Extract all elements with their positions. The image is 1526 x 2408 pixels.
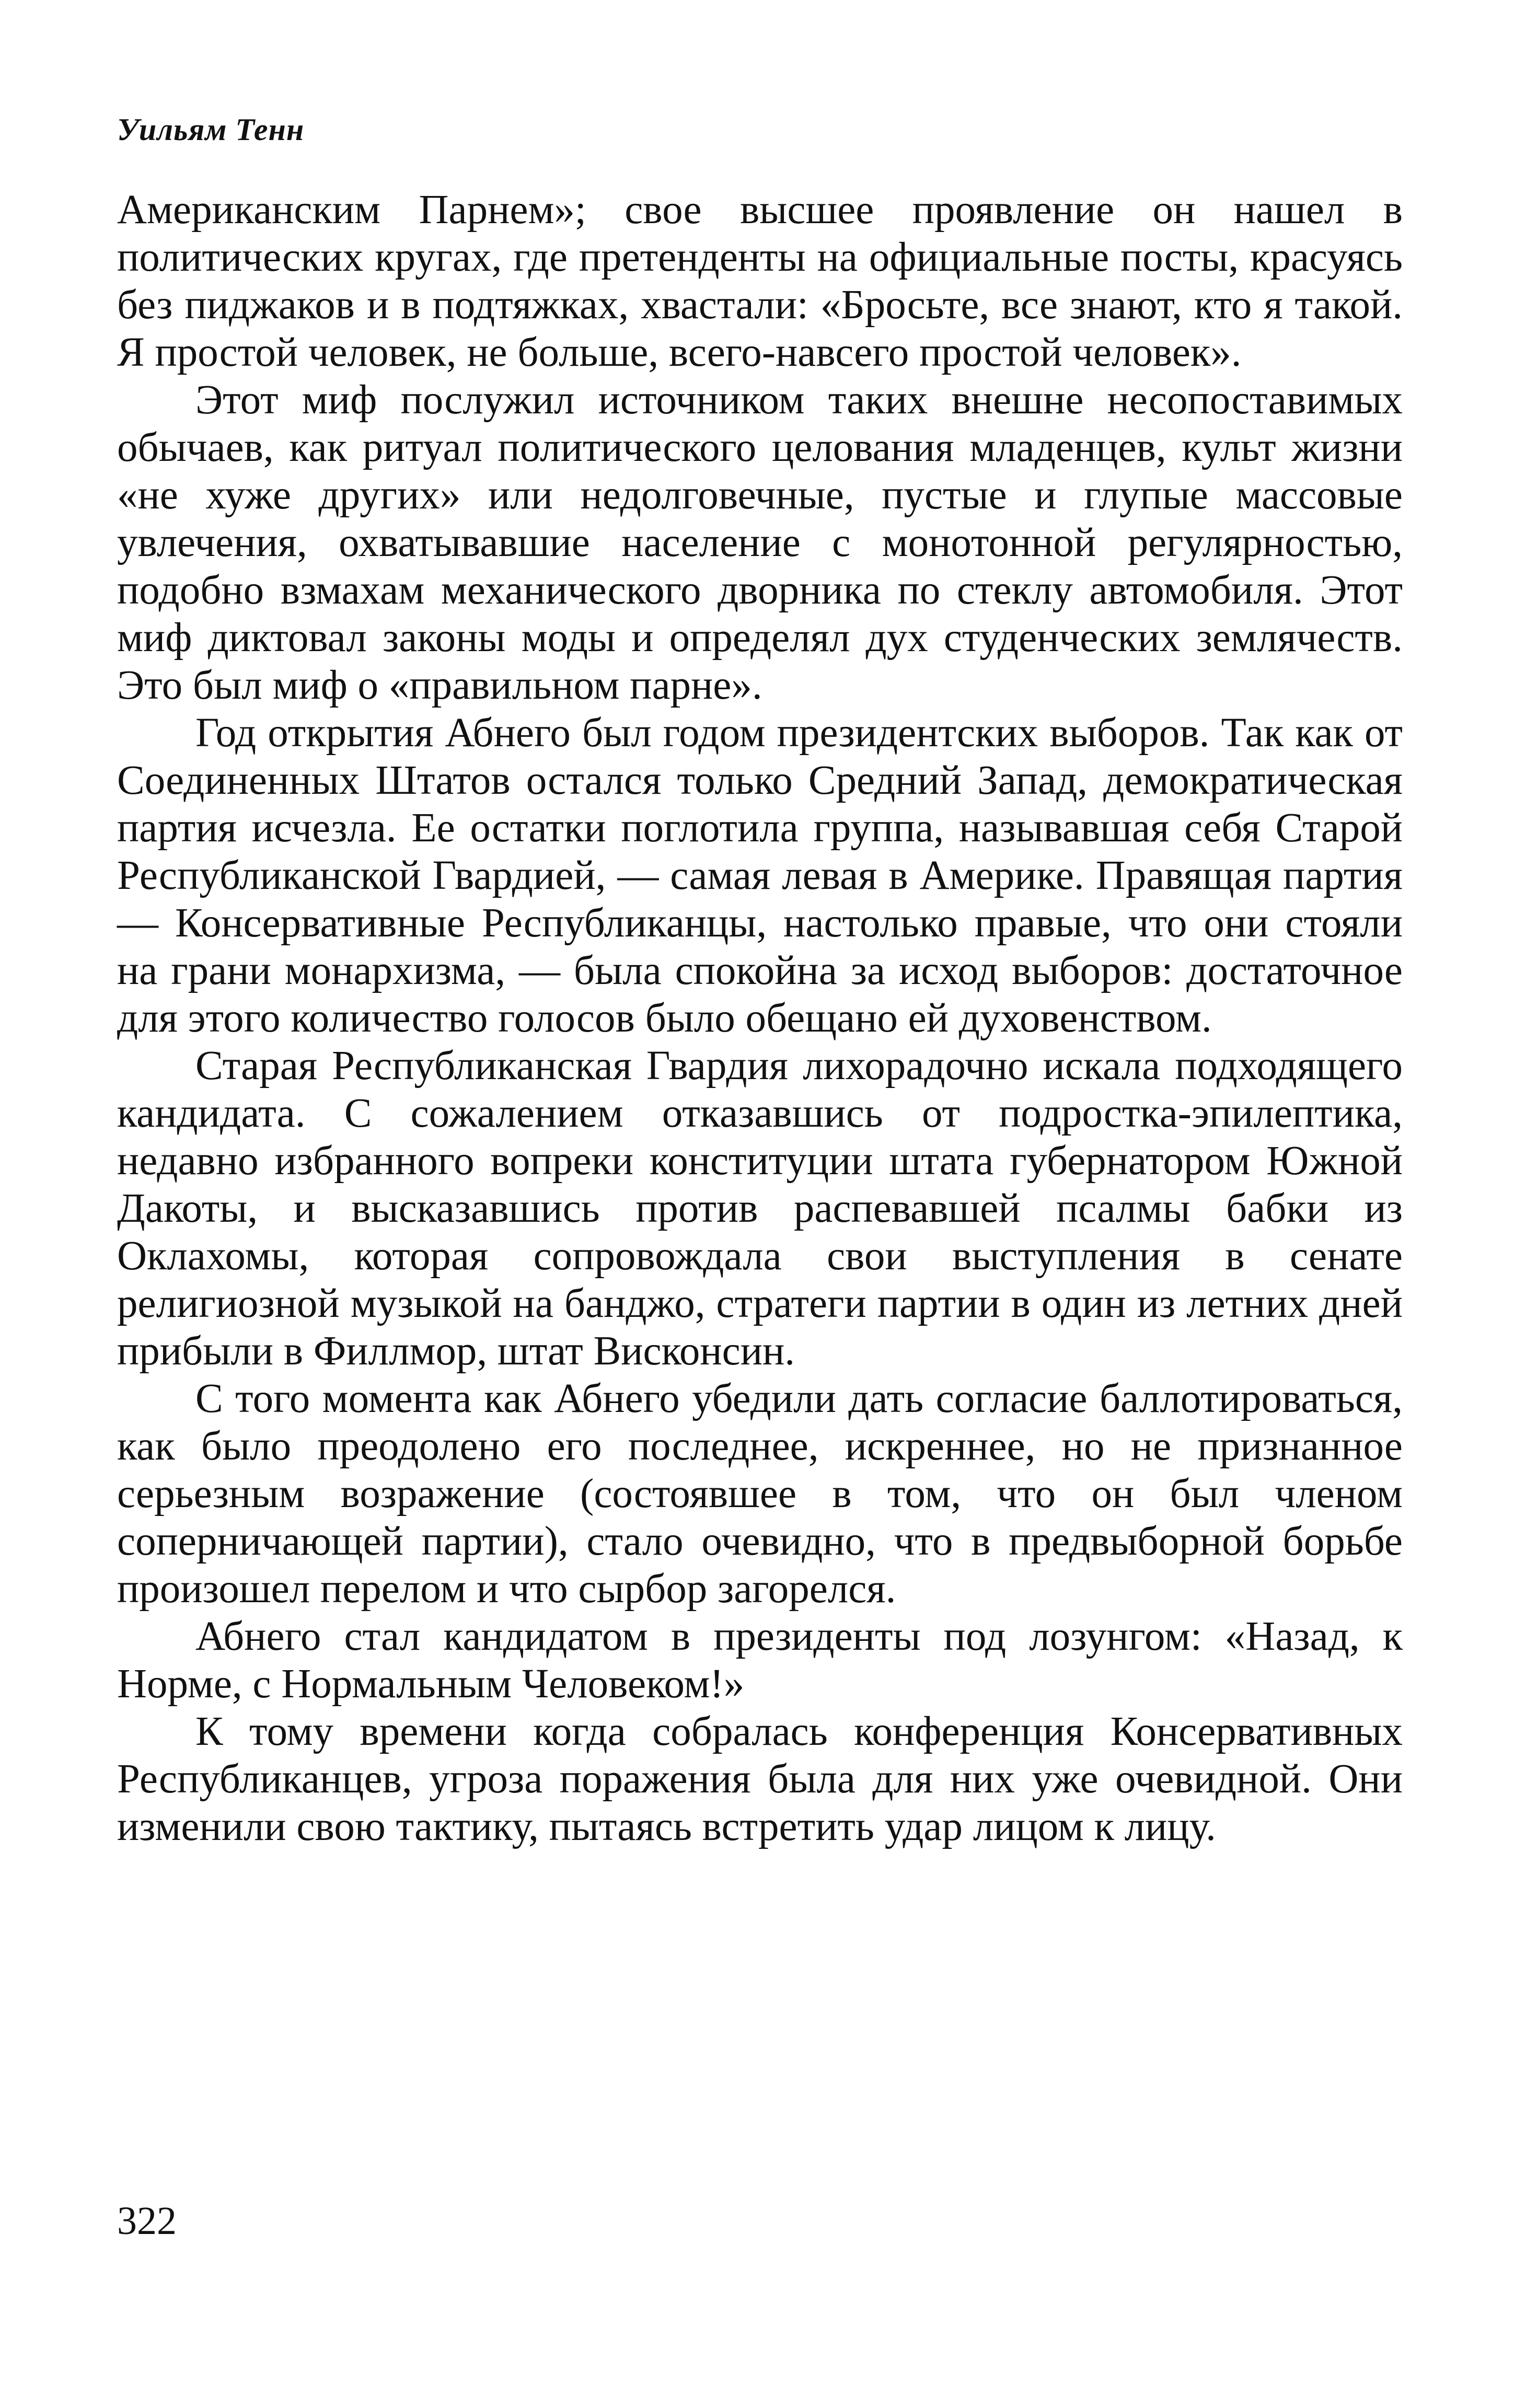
running-header-author: Уильям Тенн (117, 112, 305, 147)
paragraph: Американским Парнем»; свое высшее проявление он нашел в политических кругах, где претенденты на официальные посты, красуясь без пиджаков и в подтяжках, хвастали: «Бросьте, все знают, кто я такой. Я простой человек, не больше, всего-навсего простой человек». (117, 187, 1403, 375)
page-number: 322 (117, 2199, 177, 2243)
paragraph: С того момента как Абнего убедили дать согласие баллотироваться, как было преодолено его последнее, искреннее, но не признанное серьезным возражение (состоявшее в том, что он был членом соперничающей партии), стало очевидно, что в предвыборной борьбе произошел перелом и что сырбор загорелся. (117, 1376, 1403, 1612)
paragraph: Этот миф послужил источником таких внешне несопоставимых обычаев, как ритуал политического целования младенцев, культ жизни «не хуже других» или недолговечные, пустые и глупые массовые увлечения, охватывавшие население с монотонной регулярностью, подобно взмахам механического дворника по стеклу автомобиля. Этот миф диктовал законы моды и определял дух студенческих землячеств. Это был миф о «правильном парне». (117, 377, 1403, 708)
paragraph: К тому времени когда собралась конференция Консервативных Республиканцев, угроза поражения была для них уже очевидной. Они изменили свою тактику, пытаясь встретить удар лицом к лицу. (117, 1709, 1403, 1849)
paragraph: Старая Республиканская Гвардия лихорадочно искала подходящего кандидата. С сожалением отказавшись от подростка-эпилептика, недавно избранного вопреки конституции штата губернатором Южной Дакоты, и высказавшись против распевавшей псалмы бабки из Оклахомы, которая сопровождала свои выступления в сенате религиозной музыкой на банджо, стратеги партии в один из летних дней прибыли в Филлмор, штат Висконсин. (117, 1043, 1403, 1374)
paragraph: Год открытия Абнего был годом президентских выборов. Так как от Соединенных Штатов остался только Средний Запад, демократическая партия исчезла. Ее остатки поглотила группа, называвшая себя Старой Республиканской Гвардией, — самая левая в Америке. Правящая партия — Консервативные Республиканцы, настолько правые, что они стояли на грани монархизма, — была спокойна за исход выборов: достаточное для этого количество голосов было обещано ей духовенством. (117, 710, 1403, 1041)
paragraph: Абнего стал кандидатом в президенты под лозунгом: «Назад, к Норме, с Нормальным Человеком!» (117, 1614, 1403, 1707)
body-text (117, 186, 1403, 1850)
